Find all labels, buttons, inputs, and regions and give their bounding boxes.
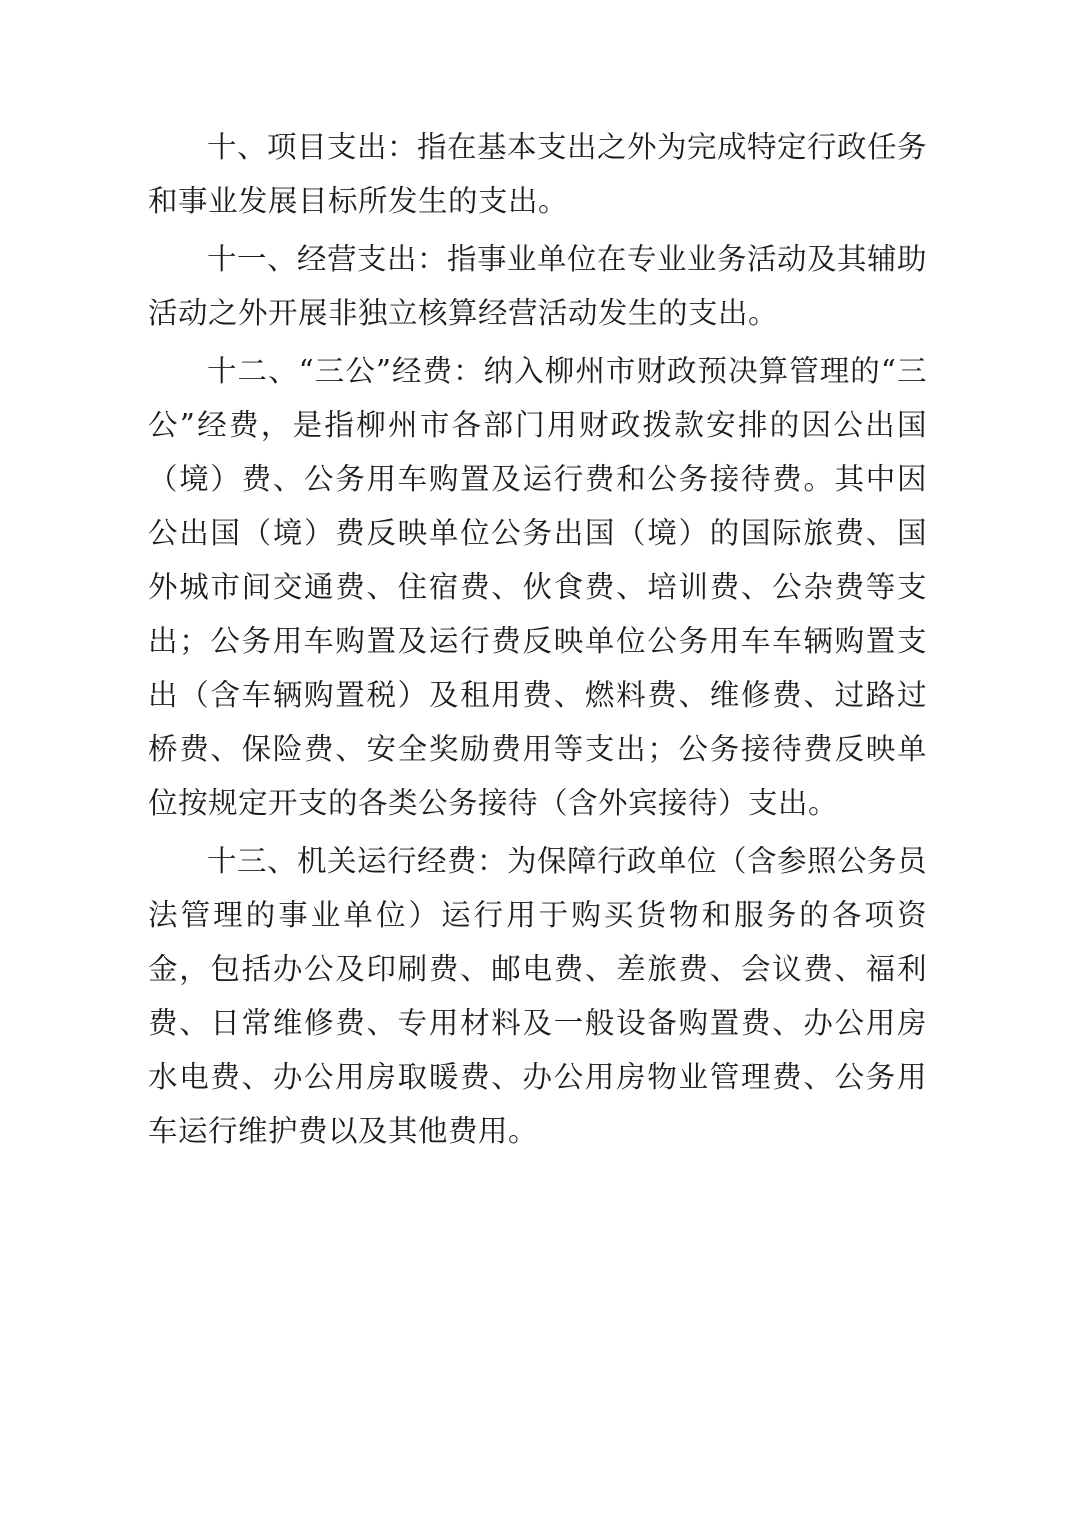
paragraph-item-13: 十三、机关运行经费：为保障行政单位（含参照公务员法管理的事业单位）运行用于购买货物和服务的各项资金，包括办公及印刷费、邮电费、差旅费、会议费、福利费、日常维修费、专用材料及一般设备购置费、办公用房水电费、办公用房取暖费、办公用房物业管理费、公务用车运行维护费以及其他费用。 [148, 844, 928, 1148]
paragraph-item-10: 十、项目支出：指在基本支出之外为完成特定行政任务和事业发展目标所发生的支出。 [148, 130, 928, 218]
paragraph-item-11: 十一、经营支出：指事业单位在专业业务活动及其辅助活动之外开展非独立核算经营活动发生的支出。 [148, 242, 928, 330]
document-body [148, 120, 927, 1158]
paragraph-item-12: 十二、“三公”经费：纳入柳州市财政预决算管理的“三公”经费，是指柳州市各部门用财政拨款安排的因公出国（境）费、公务用车购置及运行费和公务接待费。其中因公出国（境）费反映单位公务出国（境）的国际旅费、国外城市间交通费、住宿费、伙食费、培训费、公杂费等支出；公务用车购置及运行费反映单位公务用车车辆购置支出（含车辆购置税）及租用费、燃料费、维修费、过路过桥费、保险费、安全奖励费用等支出；公务接待费反映单位按规定开支的各类公务接待（含外宾接待）支出。 [148, 354, 927, 820]
